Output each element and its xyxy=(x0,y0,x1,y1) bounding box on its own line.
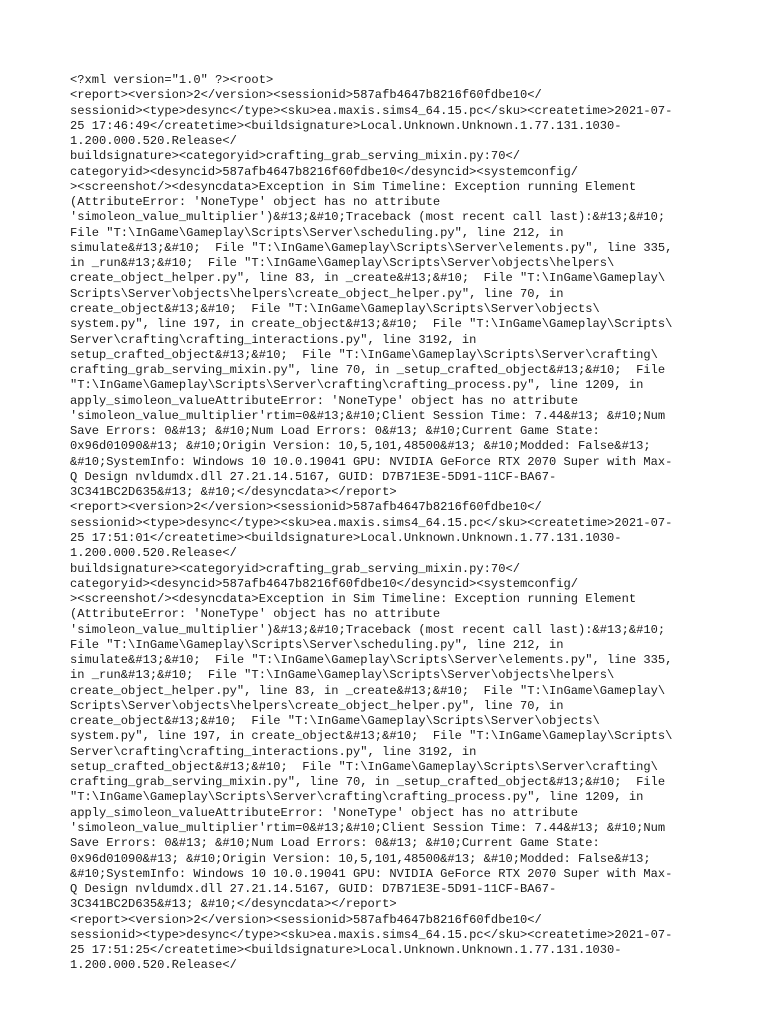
text-line: apply_simoleon_valueAttributeError: 'NoneType' object has no attribute xyxy=(70,393,579,408)
text-line: Scripts\Server\objects\helpers\create_object_helper.py", line 70, in xyxy=(70,286,564,301)
text-line: <report><version>2</version><sessionid>587afb4647b8216f60fdbe10</ xyxy=(70,912,542,927)
text-line: ><screenshot/><desyncdata>Exception in Sim Timeline: Exception running Element xyxy=(70,179,637,194)
text-line: 25 17:51:01</createtime><buildsignature>Local.Unknown.Unknown.1.77.131.1030- xyxy=(70,530,622,545)
text-line: create_object_helper.py", line 83, in _create&#13;&#10; File "T:\InGame\Gameplay\ xyxy=(70,683,666,698)
document-text xyxy=(70,73,710,974)
text-line: system.py", line 197, in create_object&#13;&#10; File "T:\InGame\Gameplay\Scripts\ xyxy=(70,729,673,744)
text-line: create_object&#13;&#10; File "T:\InGame\Gameplay\Scripts\Server\objects\ xyxy=(70,301,600,316)
text-line: crafting_grab_serving_mixin.py", line 70, in _setup_crafted_object&#13;&#10; File xyxy=(70,775,666,790)
text-line: categoryid><desyncid>587afb4647b8216f60fdbe10</desyncid><systemconfig/ xyxy=(70,576,579,591)
text-line: simulate&#13;&#10; File "T:\InGame\Gameplay\Scripts\Server\elements.py", line 335, xyxy=(70,240,673,255)
text-line: File "T:\InGame\Gameplay\Scripts\Server\scheduling.py", line 212, in xyxy=(70,637,564,652)
text-line: 25 17:46:49</createtime><buildsignature>Local.Unknown.Unknown.1.77.131.1030- xyxy=(70,118,622,133)
text-line: 1.200.000.520.Release</ xyxy=(70,958,237,973)
text-line: system.py", line 197, in create_object&#13;&#10; File "T:\InGame\Gameplay\Scripts\ xyxy=(70,317,673,332)
text-line: 0x96d01090&#13; &#10;Origin Version: 10,5,101,48500&#13; &#10;Modded: False&#13; xyxy=(70,851,651,866)
text-line: 1.200.000.520.Release</ xyxy=(70,546,237,561)
text-line: crafting_grab_serving_mixin.py", line 70, in _setup_crafted_object&#13;&#10; File xyxy=(70,363,666,378)
text-line: Scripts\Server\objects\helpers\create_object_helper.py", line 70, in xyxy=(70,698,564,713)
text-line: in _run&#13;&#10; File "T:\InGame\Gameplay\Scripts\Server\objects\helpers\ xyxy=(70,256,615,271)
text-line: sessionid><type>desync</type><sku>ea.maxis.sims4_64.15.pc</sku><createtime>2021-07- xyxy=(70,103,673,118)
text-line: "T:\InGame\Gameplay\Scripts\Server\crafting\crafting_process.py", line 1209, in xyxy=(70,790,644,805)
text-line: (AttributeError: 'NoneType' object has no attribute xyxy=(70,607,441,622)
text-line: File "T:\InGame\Gameplay\Scripts\Server\scheduling.py", line 212, in xyxy=(70,225,564,240)
text-line: (AttributeError: 'NoneType' object has no attribute xyxy=(70,195,441,210)
text-line: buildsignature><categoryid>crafting_grab_serving_mixin.py:70</ xyxy=(70,561,520,576)
text-line: Save Errors: 0&#13; &#10;Num Load Errors: 0&#13; &#10;Current Game State: xyxy=(70,836,600,851)
text-line: ><screenshot/><desyncdata>Exception in Sim Timeline: Exception running Element xyxy=(70,592,637,607)
text-line: 'simoleon_value_multiplier')&#13;&#10;Traceback (most recent call last):&#13;&#10; xyxy=(70,622,666,637)
text-line: apply_simoleon_valueAttributeError: 'NoneType' object has no attribute xyxy=(70,805,579,820)
text-line: 'simoleon_value_multiplier'rtim=0&#13;&#10;Client Session Time: 7.44&#13; &#10;Num xyxy=(70,408,666,423)
text-line: Server\crafting\crafting_interactions.py", line 3192, in xyxy=(70,744,477,759)
text-line: categoryid><desyncid>587afb4647b8216f60fdbe10</desyncid><systemconfig/ xyxy=(70,164,579,179)
text-line: setup_crafted_object&#13;&#10; File "T:\InGame\Gameplay\Scripts\Server\crafting\ xyxy=(70,759,658,774)
text-line: simulate&#13;&#10; File "T:\InGame\Gameplay\Scripts\Server\elements.py", line 335, xyxy=(70,653,673,668)
text-line: <report><version>2</version><sessionid>587afb4647b8216f60fdbe10</ xyxy=(70,500,542,515)
text-line: 25 17:51:25</createtime><buildsignature>Local.Unknown.Unknown.1.77.131.1030- xyxy=(70,943,622,958)
text-line: sessionid><type>desync</type><sku>ea.maxis.sims4_64.15.pc</sku><createtime>2021-07- xyxy=(70,927,673,942)
text-line: sessionid><type>desync</type><sku>ea.maxis.sims4_64.15.pc</sku><createtime>2021-07- xyxy=(70,515,673,530)
text-line: Save Errors: 0&#13; &#10;Num Load Errors: 0&#13; &#10;Current Game State: xyxy=(70,424,600,439)
text-line: in _run&#13;&#10; File "T:\InGame\Gameplay\Scripts\Server\objects\helpers\ xyxy=(70,668,615,683)
text-line: 3C341BC2D635&#13; &#10;</desyncdata></report> xyxy=(70,485,397,500)
text-line: "T:\InGame\Gameplay\Scripts\Server\crafting\crafting_process.py", line 1209, in xyxy=(70,378,644,393)
text-line: 1.200.000.520.Release</ xyxy=(70,134,237,149)
text-line: 'simoleon_value_multiplier')&#13;&#10;Traceback (most recent call last):&#13;&#10; xyxy=(70,210,666,225)
text-line: create_object_helper.py", line 83, in _create&#13;&#10; File "T:\InGame\Gameplay\ xyxy=(70,271,666,286)
text-line: create_object&#13;&#10; File "T:\InGame\Gameplay\Scripts\Server\objects\ xyxy=(70,714,600,729)
text-line: &#10;SystemInfo: Windows 10 10.0.19041 GPU: NVIDIA GeForce RTX 2070 Super with Max- xyxy=(70,866,673,881)
text-line: Server\crafting\crafting_interactions.py", line 3192, in xyxy=(70,332,477,347)
text-line: <?xml version="1.0" ?><root> xyxy=(70,73,274,87)
text-line: Q Design nvldumdx.dll 27.21.14.5167, GUID: D7B71E3E-5D91-11CF-BA67- xyxy=(70,882,557,897)
text-line: setup_crafted_object&#13;&#10; File "T:\InGame\Gameplay\Scripts\Server\crafting\ xyxy=(70,347,658,362)
text-line: buildsignature><categoryid>crafting_grab_serving_mixin.py:70</ xyxy=(70,149,520,164)
text-line: <report><version>2</version><sessionid>587afb4647b8216f60fdbe10</ xyxy=(70,88,542,103)
text-line: Q Design nvldumdx.dll 27.21.14.5167, GUID: D7B71E3E-5D91-11CF-BA67- xyxy=(70,469,557,484)
text-line: 'simoleon_value_multiplier'rtim=0&#13;&#10;Client Session Time: 7.44&#13; &#10;Num xyxy=(70,821,666,836)
text-line: 3C341BC2D635&#13; &#10;</desyncdata></report> xyxy=(70,897,397,912)
text-line: &#10;SystemInfo: Windows 10 10.0.19041 GPU: NVIDIA GeForce RTX 2070 Super with Max- xyxy=(70,454,673,469)
text-line: 0x96d01090&#13; &#10;Origin Version: 10,5,101,48500&#13; &#10;Modded: False&#13; xyxy=(70,439,651,454)
